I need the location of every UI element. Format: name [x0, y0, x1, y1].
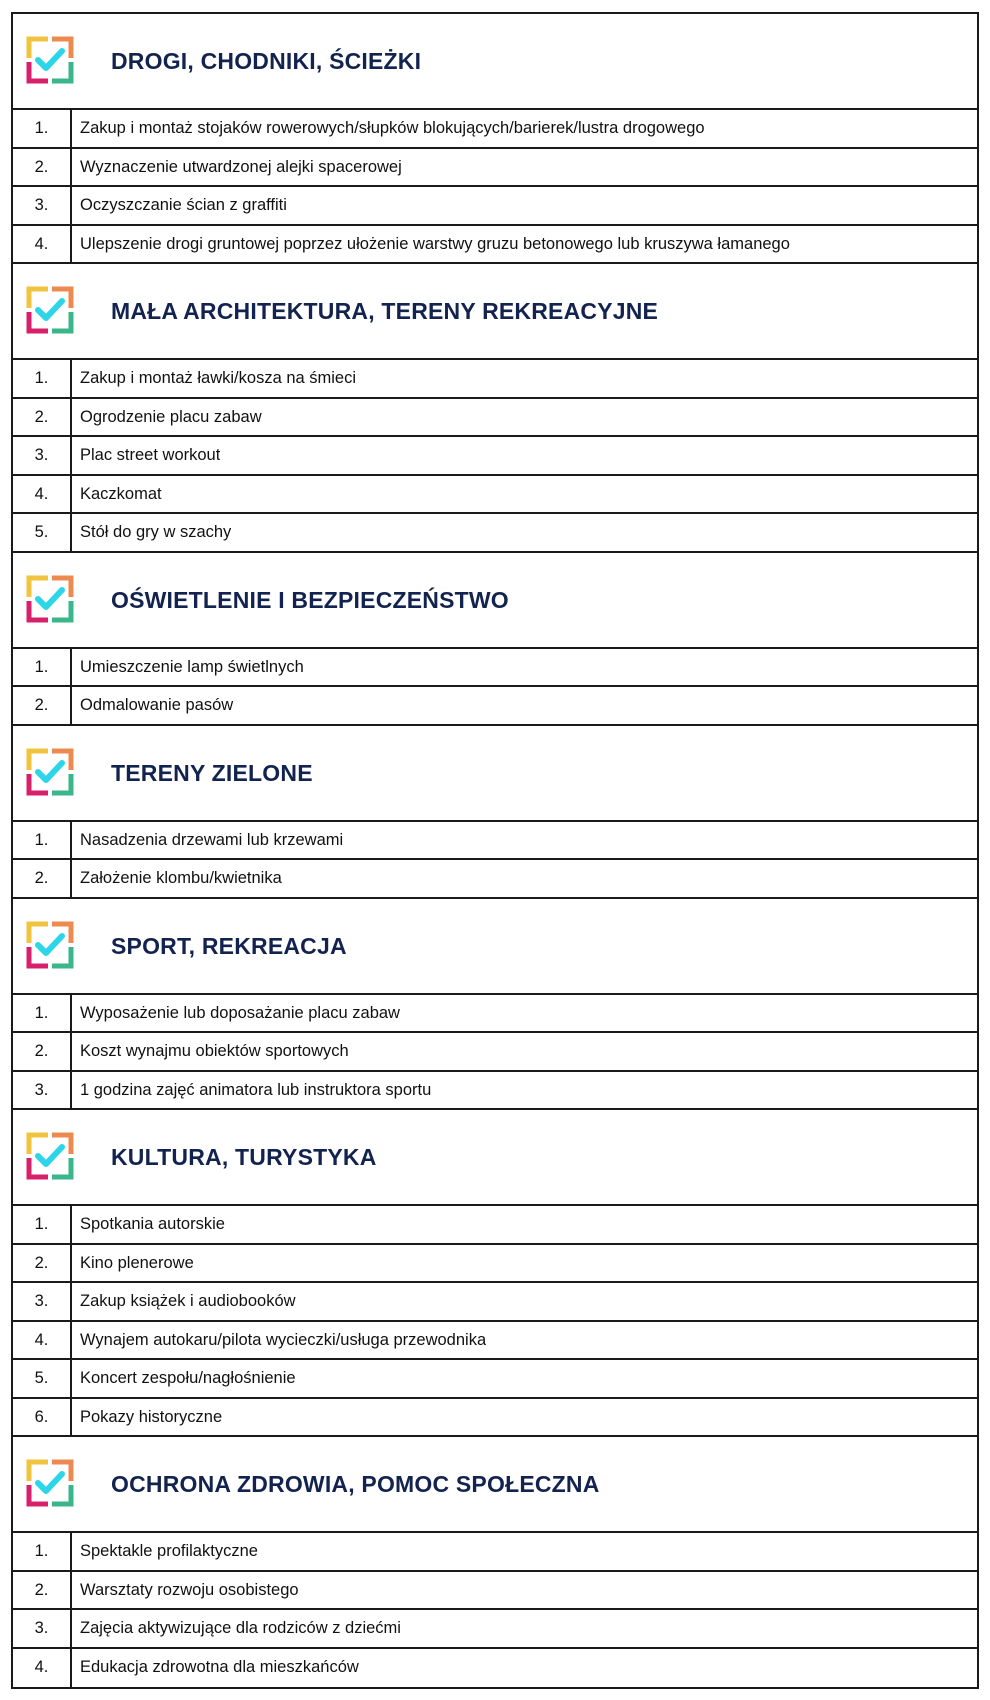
item-text: 1 godzina zajęć animatora lub instruktora sportu — [80, 1080, 432, 1099]
table-row — [13, 1206, 977, 1245]
item-number: 3. — [13, 187, 72, 224]
section-title: KULTURA, TURYSTYKA — [111, 1144, 377, 1170]
section-header — [13, 1110, 977, 1206]
icon-check — [38, 936, 62, 953]
checkbox-check-icon — [26, 286, 74, 334]
table-row — [13, 1399, 977, 1438]
section-title: OCHRONA ZDROWIA, POMOC SPOŁECZNA — [111, 1471, 600, 1497]
icon-check — [38, 1474, 62, 1491]
table-row — [13, 226, 977, 265]
icon-check — [38, 1147, 62, 1164]
item-text: Stół do gry w szachy — [80, 523, 232, 541]
checkbox-check-icon — [26, 921, 74, 969]
item-number: 1. — [13, 649, 72, 686]
item-number: 1. — [13, 822, 72, 859]
table-row — [13, 514, 977, 553]
item-text: Kaczkomat — [80, 484, 162, 503]
item-text: Kino plenerowe — [80, 1253, 194, 1272]
table-row — [13, 437, 977, 476]
category-section — [13, 899, 977, 1111]
item-number: 3. — [13, 437, 72, 474]
item-number: 2. — [13, 399, 72, 436]
section-header — [13, 553, 977, 649]
table-row — [13, 822, 977, 861]
section-header — [13, 1437, 977, 1533]
table-row — [13, 1322, 977, 1361]
icon-corner-top-left — [29, 1135, 48, 1154]
category-table — [11, 12, 979, 1689]
table-row — [13, 110, 977, 149]
item-number: 2. — [13, 860, 72, 897]
item-number: 1. — [13, 360, 72, 397]
item-text: Spektakle profilaktyczne — [80, 1542, 258, 1560]
section-items — [13, 1206, 977, 1437]
table-row — [13, 1072, 977, 1111]
icon-corner-bottom-right — [52, 312, 71, 331]
section-header — [13, 726, 977, 822]
category-section — [13, 264, 977, 553]
item-number: 2. — [13, 1033, 72, 1070]
category-section — [13, 553, 977, 726]
section-title: SPORT, REKREACJA — [111, 932, 347, 959]
checkbox-check-icon — [26, 1459, 74, 1507]
item-number: 2. — [13, 1572, 72, 1609]
section-header — [13, 14, 977, 110]
icon-corner-top-left — [29, 1462, 48, 1481]
icon-corner-bottom-right — [52, 774, 71, 793]
item-text: Wyznaczenie utwardzonej alejki spacerowej — [80, 157, 402, 176]
section-title: TERENY ZIELONE — [111, 759, 313, 786]
item-text: Oczyszczanie ścian z graffiti — [80, 196, 287, 214]
icon-check — [38, 590, 62, 607]
icon-corner-bottom-right — [52, 947, 71, 966]
item-text: Pokazy historyczne — [80, 1407, 223, 1426]
item-text: Warsztaty rozwoju osobistego — [80, 1580, 299, 1599]
icon-corner-bottom-right — [52, 1485, 71, 1504]
item-text: Wynajem autokaru/pilota wycieczki/usługa przewodnika — [80, 1330, 487, 1349]
item-number: 3. — [13, 1610, 72, 1647]
icon-corner-top-left — [29, 289, 48, 308]
item-text: Spotkania autorskie — [80, 1215, 225, 1233]
section-header — [13, 264, 977, 360]
category-section — [13, 1437, 977, 1687]
item-text: Ogrodzenie placu zabaw — [80, 407, 262, 426]
item-text: Nasadzenia drzewami lub krzewami — [80, 830, 344, 849]
item-number: 3. — [13, 1283, 72, 1320]
table-row — [13, 149, 977, 188]
item-text: Wyposażenie lub doposażanie placu zabaw — [80, 1003, 400, 1022]
item-text: Zakup i montaż ławki/kosza na śmieci — [80, 369, 357, 387]
item-number: 6. — [13, 1399, 72, 1436]
table-row — [13, 1360, 977, 1399]
section-items — [13, 822, 977, 899]
icon-corner-bottom-right — [52, 601, 71, 620]
item-text: Zajęcia aktywizujące dla rodziców z dziećmi — [80, 1619, 401, 1637]
item-text: Plac street workout — [80, 446, 221, 464]
item-text: Edukacja zdrowotna dla mieszkańców — [80, 1657, 359, 1676]
section-items — [13, 360, 977, 553]
checkbox-check-icon — [26, 36, 74, 84]
table-row — [13, 1283, 977, 1322]
item-text: Koncert zespołu/nagłośnienie — [80, 1369, 296, 1387]
item-number: 1. — [13, 1206, 72, 1243]
table-row — [13, 649, 977, 688]
table-row — [13, 860, 977, 899]
table-row — [13, 1533, 977, 1572]
icon-corner-top-left — [29, 578, 48, 597]
item-number: 1. — [13, 1533, 72, 1570]
item-text: Założenie klombu/kwietnika — [80, 869, 282, 887]
item-number: 1. — [13, 110, 72, 147]
category-section — [13, 726, 977, 899]
item-text: Ulepszenie drogi gruntowej poprzez ułożenie warstwy gruzu betonowego lub kruszywa łamanego — [80, 234, 790, 253]
section-items — [13, 995, 977, 1111]
icon-check — [38, 763, 62, 780]
table-row — [13, 995, 977, 1034]
item-number: 2. — [13, 1245, 72, 1282]
item-number: 2. — [13, 687, 72, 724]
table-row — [13, 399, 977, 438]
item-text: Odmalowanie pasów — [80, 696, 234, 714]
item-number: 5. — [13, 1360, 72, 1397]
item-text: Zakup i montaż stojaków rowerowych/słupków blokujących/barierek/lustra drogowego — [80, 119, 705, 137]
table-row — [13, 1649, 977, 1688]
icon-corner-top-left — [29, 751, 48, 770]
checkbox-check-icon — [26, 1132, 74, 1180]
item-number: 5. — [13, 514, 72, 551]
icon-corner-top-left — [29, 924, 48, 943]
icon-check — [38, 51, 62, 68]
table-row — [13, 1033, 977, 1072]
section-title: MAŁA ARCHITEKTURA, TERENY REKREACYJNE — [111, 298, 659, 324]
section-header — [13, 899, 977, 995]
icon-corner-bottom-right — [52, 62, 71, 81]
table-row — [13, 687, 977, 726]
section-items — [13, 649, 977, 726]
section-title: OŚWIETLENIE I BEZPIECZEŃSTWO — [111, 586, 509, 613]
table-row — [13, 1245, 977, 1284]
item-number: 4. — [13, 476, 72, 513]
table-row — [13, 360, 977, 399]
item-text: Koszt wynajmu obiektów sportowych — [80, 1042, 349, 1060]
checkbox-check-icon — [26, 575, 74, 623]
item-number: 1. — [13, 995, 72, 1032]
table-row — [13, 187, 977, 226]
item-number: 3. — [13, 1072, 72, 1109]
table-row — [13, 476, 977, 515]
section-items — [13, 1533, 977, 1687]
category-section — [13, 14, 977, 264]
table-row — [13, 1610, 977, 1649]
item-number: 4. — [13, 226, 72, 263]
item-number: 2. — [13, 149, 72, 186]
section-items — [13, 110, 977, 264]
item-number: 4. — [13, 1649, 72, 1688]
icon-corner-top-left — [29, 39, 48, 58]
checkbox-check-icon — [26, 748, 74, 796]
item-text: Umieszczenie lamp świetlnych — [80, 657, 304, 676]
item-number: 4. — [13, 1322, 72, 1359]
icon-corner-bottom-right — [52, 1158, 71, 1177]
category-section — [13, 1110, 977, 1437]
section-title: DROGI, CHODNIKI, ŚCIEŻKI — [111, 48, 422, 74]
icon-check — [38, 301, 62, 318]
item-text: Zakup książek i audiobooków — [80, 1292, 296, 1310]
table-row — [13, 1572, 977, 1611]
